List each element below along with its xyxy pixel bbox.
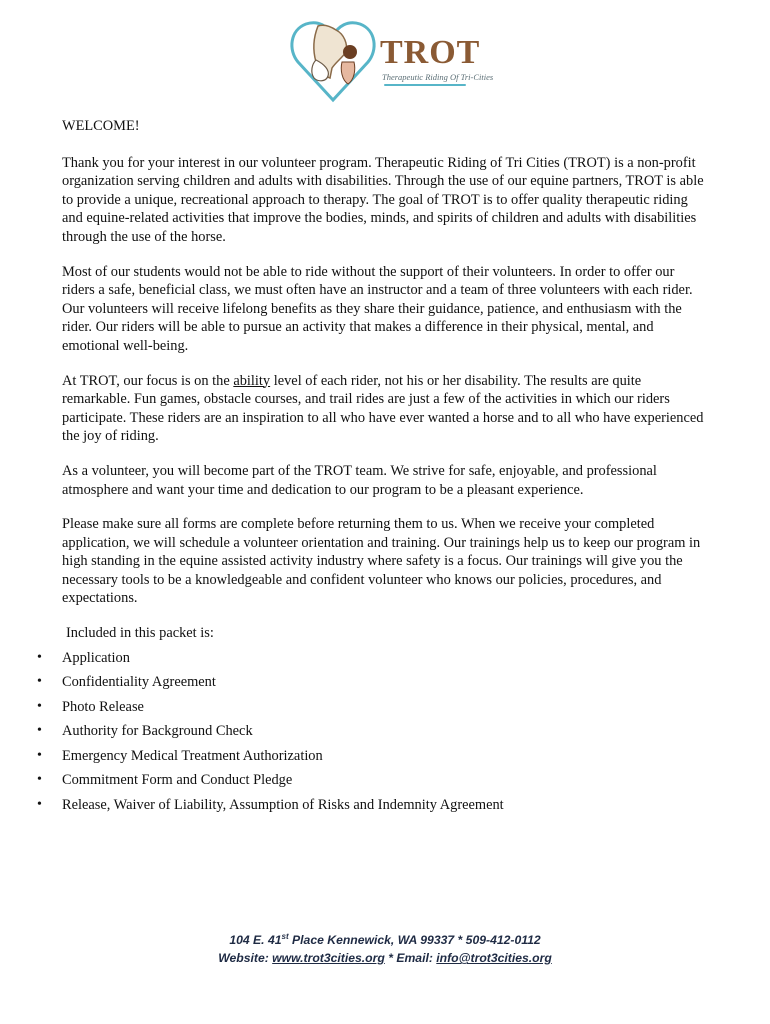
list-item-label: Emergency Medical Treatment Authorization xyxy=(62,747,323,764)
paragraph-ability-start: At TROT, our focus is on the xyxy=(62,372,234,389)
heart-horse-logo-icon xyxy=(288,12,378,104)
letter-body xyxy=(37,117,706,820)
list-item xyxy=(37,771,706,796)
list-item xyxy=(37,747,706,772)
list-item xyxy=(37,796,706,821)
logo-swoosh xyxy=(384,84,466,86)
bullet-icon: • xyxy=(37,649,42,665)
bullet-icon: • xyxy=(37,723,42,739)
list-item xyxy=(37,722,706,747)
list-item-label: Release, Waiver of Liability, Assumption of Risks and Indemnity Agreement xyxy=(62,796,504,813)
greeting: WELCOME! xyxy=(62,118,140,134)
list-item-label: Authority for Background Check xyxy=(62,723,253,740)
trot-logo xyxy=(288,12,494,104)
footer-contact xyxy=(0,949,770,967)
paragraph-ability-end: level of each rider, not his or her disability. The results are quite remarkable. Fun games, obstacle courses, and trail rides are just a few of the activities in which our riders participate. These riders are an inspiration to all who have ever wanted a horse and to all who have experienced the joy of riding. xyxy=(62,372,704,445)
website-link[interactable]: www.trot3cities.org xyxy=(272,951,385,966)
included-heading: Included in this packet is: xyxy=(66,625,214,642)
address-ordinal: st xyxy=(281,932,289,941)
address-end: Place Kennewick, WA 99337 * 509-412-0112 xyxy=(288,933,541,948)
paragraph-intro: Thank you for your interest in our volunteer program. Therapeutic Riding of Tri Cities (TROT) is a non-profit organization serving children and adults with disabilities. Through the use of our equine partners, TROT is able to provide a unique, recreational approach to therapy. The goal of TROT is to offer quality therapeutic riding and equine-related activities that improve the bodies, minds, and spirits of children and adults with disabilities through the use of the horse. xyxy=(62,154,704,245)
paragraph-ability xyxy=(62,372,706,446)
paragraph-forms: Please make sure all forms are complete before returning them to us. When we receive your completed application, we will schedule a volunteer orientation and training. Our trainings help us to keep our program in high standing in the equine assisted activity industry where safety is a focus. Our trainings will give you the necessary tools to be a knowledgeable and confident volunteer who knows our policies, procedures, and expectations. xyxy=(62,516,701,607)
footer xyxy=(0,928,770,967)
paragraph-volunteers: Most of our students would not be able to ride without the support of their volunteers. In order to offer our riders a safe, beneficial class, we must often have an instructor and a team of three volunteers with each rider. Our volunteers will receive lifelong benefits as they share their guidance, patience, and enthusiasm with the rider. Our riders will be able to pursue an activity that makes a difference in their physical, mental, and emotional well-being. xyxy=(62,263,693,354)
address-start: 104 E. 41 xyxy=(229,933,282,948)
footer-address xyxy=(0,928,770,949)
logo-subtitle: Therapeutic Riding Of Tri-Cities xyxy=(382,72,494,82)
packet-list xyxy=(37,649,706,821)
bullet-icon: • xyxy=(37,698,42,714)
email-label: * Email: xyxy=(384,951,437,966)
list-item-label: Application xyxy=(62,649,130,666)
bullet-icon: • xyxy=(37,747,42,763)
bullet-icon: • xyxy=(37,674,42,690)
list-item xyxy=(37,698,706,723)
ability-emphasis: ability xyxy=(233,372,271,389)
bullet-icon: • xyxy=(37,772,42,788)
website-label: Website: xyxy=(218,951,273,966)
list-item xyxy=(37,649,706,674)
paragraph-team: As a volunteer, you will become part of the TROT team. We strive for safe, enjoyable, and professional atmosphere and want your time and dedication to our program to be a pleasant experience. xyxy=(62,462,657,498)
logo-title: TROT xyxy=(380,34,481,71)
email-link[interactable]: info@trot3cities.org xyxy=(436,951,552,966)
list-item xyxy=(37,673,706,698)
list-item-label: Confidentiality Agreement xyxy=(62,674,216,691)
list-item-label: Commitment Form and Conduct Pledge xyxy=(62,772,293,789)
list-item-label: Photo Release xyxy=(62,698,144,715)
bullet-icon: • xyxy=(37,796,42,812)
